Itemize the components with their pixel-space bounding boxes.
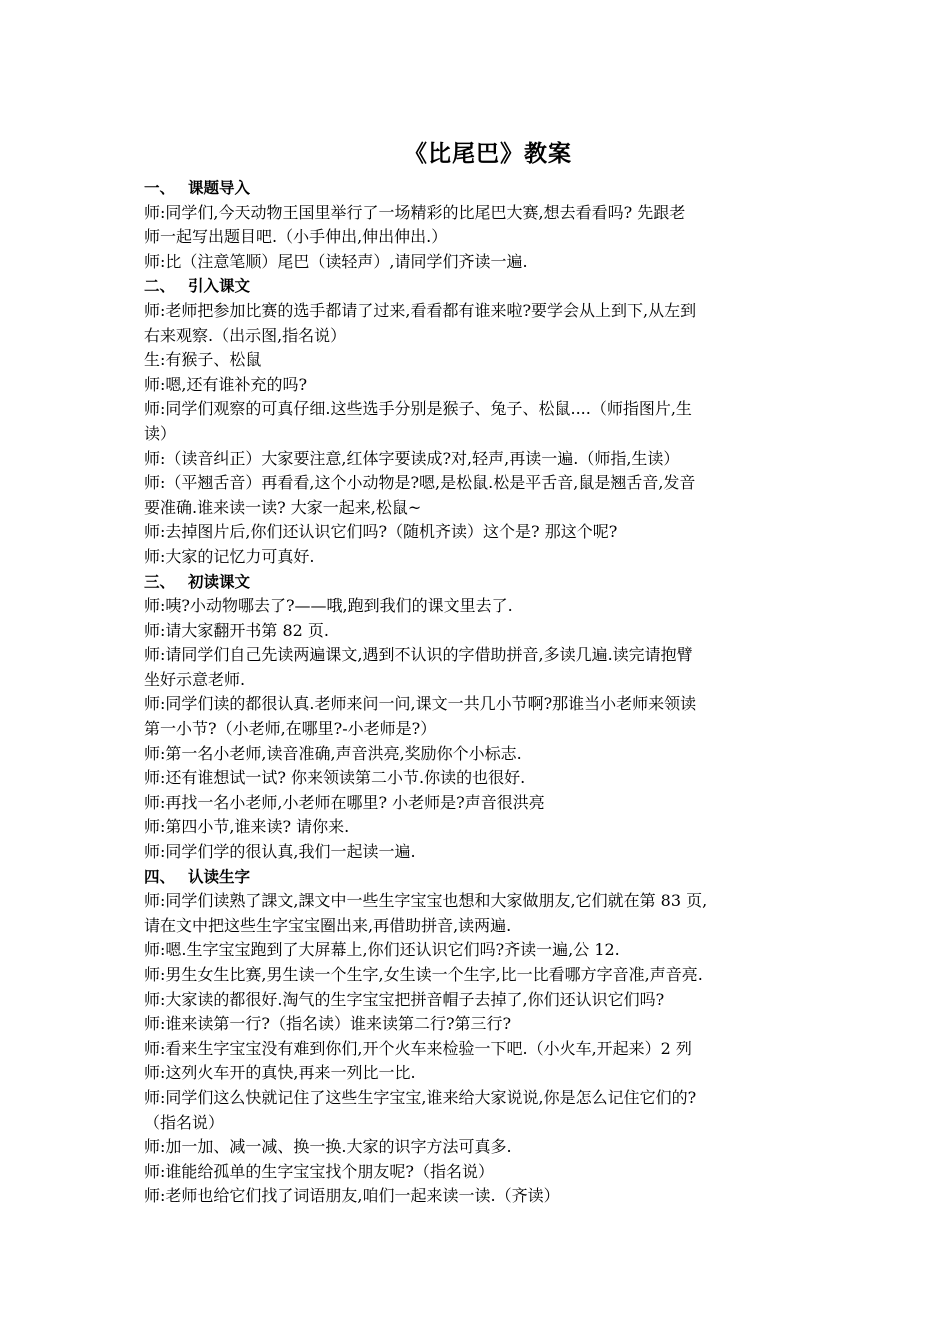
paragraph-line: 师:同学们这么快就记住了这些生字宝宝,谁来给大家说说,你是怎么记住它们的? bbox=[144, 1087, 697, 1107]
paragraph-line: 师:第四小节,谁来读? 请你来. bbox=[144, 817, 350, 837]
paragraph-line: 师:老师也给它们找了词语朋友,咱们一起来读一读.（齐读） bbox=[144, 1186, 560, 1206]
document-page bbox=[144, 136, 808, 1209]
document-title: 《比尾巴》教案 bbox=[404, 141, 572, 167]
section-title: 初读课文 bbox=[188, 572, 251, 591]
paragraph-line: 师:（读音纠正）大家要注意,红体字要读成?对,轻声,再读一遍.（师指,生读） bbox=[144, 448, 680, 468]
paragraph-line: 读） bbox=[144, 423, 177, 443]
section-title: 引入课文 bbox=[188, 277, 251, 296]
paragraph-line: 师:嗯,还有谁补充的吗? bbox=[144, 374, 308, 394]
paragraph-line: 师:谁能给孤单的生字宝宝找个朋友呢?（指名说） bbox=[144, 1161, 494, 1181]
paragraph-line: 师:看来生字宝宝没有难到你们,开个火车来检验一下吧.（小火车,开起来）2 列 bbox=[144, 1038, 692, 1058]
paragraph-line: 师:咦?小动物哪去了?——哦,跑到我们的课文里去了. bbox=[144, 596, 513, 616]
paragraph-line: 师:去掉图片后,你们还认识它们吗?（随机齐读）这个是? 那这个呢? bbox=[144, 522, 618, 542]
section-number: 一、 bbox=[144, 179, 176, 197]
paragraph-line: 师:男生女生比赛,男生读一个生字,女生读一个生字,比一比看哪方字音准,声音亮. bbox=[144, 965, 703, 984]
section-number: 四、 bbox=[144, 867, 176, 886]
section-heading bbox=[144, 570, 808, 595]
section-number: 三、 bbox=[144, 572, 176, 591]
paragraph-line: 师:同学们,今天动物王国里举行了一场精彩的比尾巴大赛,想去看看吗? 先跟老 bbox=[144, 202, 686, 222]
paragraph-line: 师:同学们学的很认真,我们一起读一遍. bbox=[144, 842, 416, 862]
section-title: 课题导入 bbox=[188, 179, 251, 197]
document-body bbox=[144, 176, 808, 1209]
paragraph-line: 师:同学们观察的可真仔细.这些选手分别是猴子、兔子、松鼠....（师指图片,生 bbox=[144, 399, 692, 419]
paragraph-line: 师:第一名小老师,读音准确,声音洪亮,奖励你个小标志. bbox=[144, 743, 522, 763]
paragraph-line: 师:这列火车开的真快,再来一列比一比. bbox=[144, 1063, 416, 1083]
section-title: 认读生字 bbox=[188, 867, 251, 886]
section-heading bbox=[144, 176, 808, 201]
paragraph-line: 师:同学们读的都很认真.老师来问一问,课文一共几小节啊?那谁当小老师来领读 bbox=[144, 694, 697, 714]
paragraph-line: 要准确.谁来读一读? 大家一起来,松鼠~ bbox=[144, 497, 422, 517]
section-heading bbox=[144, 865, 808, 890]
paragraph-line: 师:大家读的都很好.淘气的生字宝宝把拼音帽子去掉了,你们还认识它们吗? bbox=[144, 989, 665, 1009]
paragraph-line: 师一起写出题目吧.（小手伸出,伸出伸出.） bbox=[144, 227, 448, 247]
paragraph-line: 右来观察.（出示图,指名说） bbox=[144, 325, 347, 345]
paragraph-line: 请在文中把这些生字宝宝圈出来,再借助拼音,读两遍. bbox=[144, 915, 512, 935]
paragraph-line: 师:（平翘舌音）再看看,这个小动物是?嗯,是松鼠.松是平舌音,鼠是翘舌音,发音 bbox=[144, 473, 696, 493]
paragraph-line: 师:嗯.生字宝宝跑到了大屏幕上,你们还认识它们吗?齐读一遍,公 12. bbox=[144, 940, 620, 960]
paragraph-line: 生:有猴子、松鼠 bbox=[144, 350, 262, 370]
paragraph-line: 师:老师把参加比赛的选手都请了过来,看看都有谁来啦?要学会从上到下,从左到 bbox=[144, 300, 697, 320]
paragraph-line: 师:再找一名小老师,小老师在哪里? 小老师是?声音很洪亮 bbox=[144, 792, 545, 812]
paragraph-line: 师:加一加、减一减、换一换.大家的识字方法可真多. bbox=[144, 1137, 512, 1157]
paragraph-line: 师:请同学们自己先读两遍课文,遇到不认识的字借助拼音,多读几遍.读完请抱臂 bbox=[144, 645, 693, 665]
paragraph-line: 师:请大家翻开书第 82 页. bbox=[144, 620, 330, 640]
paragraph-line: 师:大家的记忆力可真好. bbox=[144, 546, 315, 566]
section-heading bbox=[144, 274, 808, 299]
paragraph-line: 师:比（注意笔顺）尾巴（读轻声）,请同学们齐读一遍. bbox=[144, 251, 528, 271]
paragraph-line: 师:谁来读第一行?（指名读）谁来读第二行?第三行? bbox=[144, 1014, 512, 1034]
paragraph-line: 师:同学们读熟了課文,課文中一些生字宝宝也想和大家做朋友,它们就在第 83 页, bbox=[144, 891, 708, 911]
paragraph-line: （指名说） bbox=[144, 1112, 225, 1132]
paragraph-line: 师:还有谁想试一试? 你来领读第二小节.你读的也很好. bbox=[144, 768, 526, 788]
section-number: 二、 bbox=[144, 277, 176, 296]
paragraph-line: 坐好示意老师. bbox=[144, 669, 246, 689]
paragraph-line: 第一小节?（小老师,在哪里?-小老师是?） bbox=[144, 719, 437, 739]
